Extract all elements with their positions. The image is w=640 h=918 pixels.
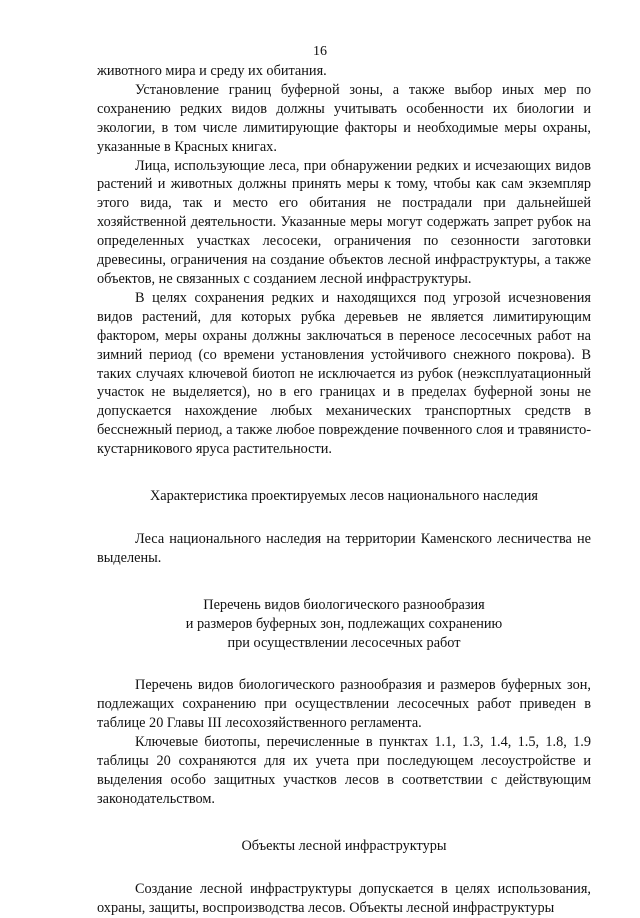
heading-line: при осуществлении лесосечных работ: [227, 634, 461, 651]
page-number: 16: [313, 44, 327, 59]
heading-line: Перечень видов биологического разнообразия: [203, 596, 485, 613]
paragraph-biodiversity-list: Перечень видов биологического разнообразия и размеров буферных зон, подлежащих сохранению при осуществлении лесосечных работ приведен в таблице 20 Главы III лесохозяйственного регламента.: [97, 677, 591, 732]
paragraph-national-heritage: Леса национального наследия на территории Каменского лесничества не выделены.: [97, 530, 591, 566]
document-body: [97, 62, 591, 918]
paragraph-forest-users: Лица, использующие леса, при обнаружении редких и исчезающих видов растений и животных должны принять меры к тому, чтобы как сам экземпляр этого вида, так и место его обитания не пострадали при дальнейшей хозяйственной деятельности. Указанные меры могут содержать запрет рубок на определенных участках лесосеки, ограничения по сезонности заготовки древесины, ограничения на создание объектов лесной инфраструктуры, а также объектов, не связанных с созданием лесной инфраструктуры.: [97, 157, 591, 287]
paragraph-conservation-measures: В целях сохранения редких и находящихся под угрозой исчезновения видов растений, для которых рубка деревьев не является лимитирующим фактором, меры охраны должны заключаться в переносе лесосечных работ на зимний период (со времени установления устойчивого снежного покрова). В таких случаях ключевой биотоп не исключается из рубок (неэксплуатационный участок не выделяется), но в его границах и в пределах буферной зоны не допускается нахождение любых механических транспортных средств в бесснежный период, а также любое повреждение почвенного слоя и травянисто-кустарникового яруса растительности.: [97, 289, 591, 458]
paragraph-key-biotopes: Ключевые биотопы, перечисленные в пунктах 1.1, 1.3, 1.4, 1.5, 1.8, 1.9 таблицы 20 сохраняются для их учета при последующем лесоустройстве и выделения особо защитных участков лесов в соответствии с действующим законодательством.: [97, 734, 591, 807]
heading-line: и размеров буферных зон, подлежащих сохранению: [185, 615, 503, 632]
paragraph-continuation: животного мира и среду их обитания.: [97, 63, 327, 79]
paragraph-buffer-zone: Установление границ буферной зоны, а также выбор иных мер по сохранению редких видов должны учитывать особенности их биологии и экологии, в том числе лимитирующие факторы и необходимые меры охраны, указанные в Красных книгах.: [97, 81, 591, 155]
section-heading-forest-infrastructure: Объекты лесной инфраструктуры: [241, 837, 447, 854]
section-heading-national-heritage: Характеристика проектируемых лесов национального наследия: [149, 488, 539, 505]
section-heading-biodiversity: [97, 596, 591, 653]
paragraph-forest-infrastructure: Создание лесной инфраструктуры допускается в целях использования, охраны, защиты, воспроизводства лесов. Объекты лесной инфраструктуры: [97, 880, 591, 916]
